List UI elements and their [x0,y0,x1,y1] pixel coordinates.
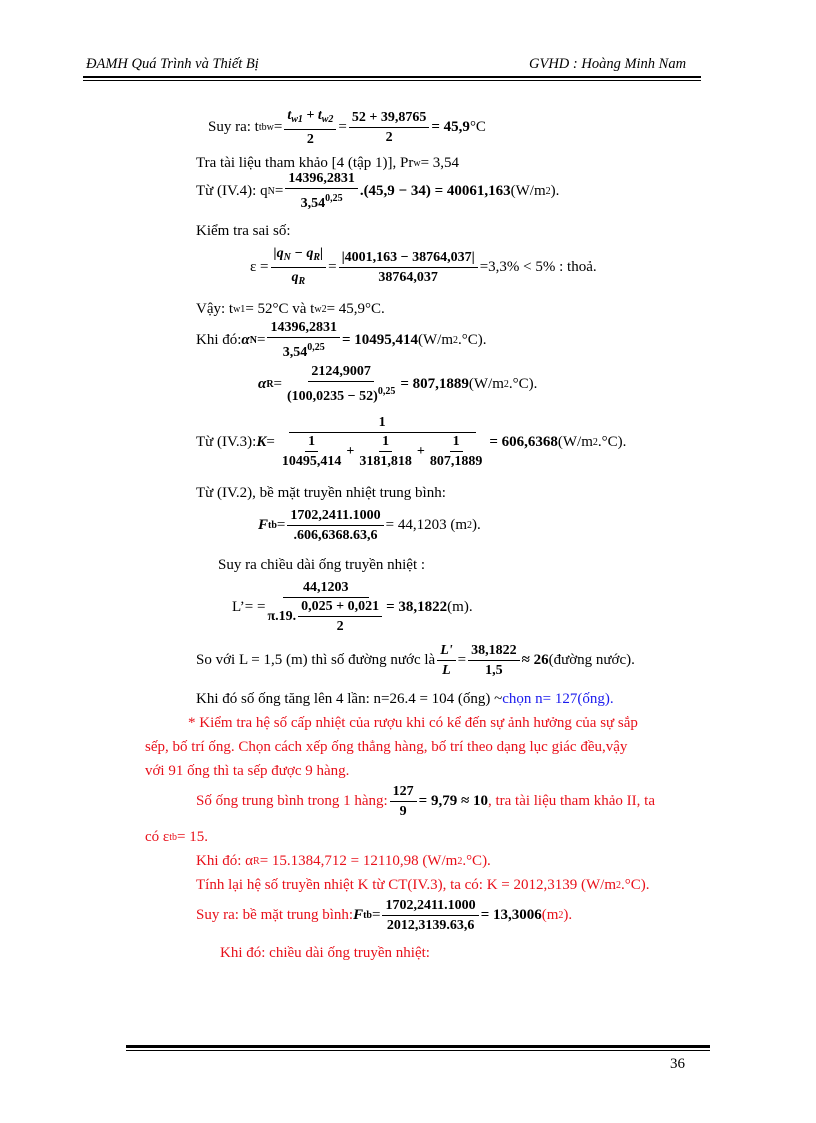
text: 2012,3139.63,6 [386,917,475,933]
text: + [416,443,425,459]
text: R [253,855,260,867]
fraction [349,109,429,146]
text: 1702,2411.1000 [382,897,478,916]
text: = [273,375,283,392]
text: 14396,2831 [267,319,340,338]
text: w [413,157,421,169]
text-length-recalc [220,938,430,968]
text: Khi đó số ống tăng lên 4 lần: n=26.4 = 104 (ống) ~ [196,690,503,707]
text: K [256,433,267,450]
eq-alpha-n [196,318,487,362]
eq-twall-average: Suy ra: t tbw = $\frac{t_{w1} + t_{w2}}{2}$ = $\frac{52 + 39,8765}{2}$ = 45,9 °C [208,107,486,147]
text: 2 [616,879,621,891]
text: (100,0235 − 52) [287,389,378,404]
text: 127 [390,783,417,802]
text: Suy ra: t [208,118,259,135]
text: .606,6368.63,6 [293,527,378,543]
text: Tra tài liệu tham khảo [4 (tập 1)], Pr [196,154,414,171]
text: chọn n= 127(ống). [502,690,614,707]
fraction [277,414,487,470]
header-rule-thin [83,80,701,81]
text: =3,3% < 5% : thoả. [479,258,597,275]
text: 2 [385,129,393,145]
text: L' [437,642,455,661]
text: 44,1203 [283,579,369,598]
text: Khi đó: α [196,852,254,869]
fraction [468,642,520,679]
fraction [284,363,398,405]
text: sếp, bố trí ống. Chọn cách xếp ống thẳng hàng, bố trí theo dạng lục giác đều,vậy [145,738,628,755]
text: 1 [305,433,318,452]
eq-qn [196,168,559,214]
text: 1702,2411.1000 [287,507,383,526]
text: ). [472,516,481,533]
text: Khi đó: chiều dài ống truyền nhiệt: [220,944,430,961]
text: 2 [558,909,564,921]
text: Từ (IV.3): [196,433,257,450]
eq-length [232,574,473,640]
text: * Kiểm tra hệ số cấp nhiệt của rượu khi có kể đến sự ảnh hưởng của sự sắp [188,714,638,731]
text: 2 [306,131,314,147]
header-left: ĐAMH Quá Trình và Thiết Bị [86,56,259,72]
text: (W/m [468,375,504,392]
eq-error: ε = $\frac{|q_N - q_R|}{q_R}$ = $\frac{|4001,163 - 38764,037|}{38764,037}$ =3,3% < 5% : thoả. [250,242,597,292]
text: 2 [592,436,598,448]
text: (đường nước). [548,651,635,668]
text: = [276,516,286,533]
text: Kiểm tra sai số: [196,222,291,239]
text: ε = [250,258,269,275]
text: R [313,251,320,263]
text: ). [550,182,560,199]
text: 1,5 [485,662,503,678]
text: 10495,414 [281,454,342,469]
text: 2 [467,519,472,531]
text: F [353,906,364,923]
text: = [274,182,284,199]
text: = [371,906,381,923]
text: Từ (IV.4): q [196,182,268,199]
text: = 807,1889 [400,375,469,392]
text: = [256,331,266,348]
text: |4001,163 − 38764,037| [339,249,478,268]
text: R [266,378,274,390]
fraction [339,249,478,286]
text: 2124,9007 [308,363,374,382]
text: với 91 ống thì ta sếp được 9 hàng. [145,762,350,779]
text: 3181,818 [359,454,412,469]
text: w2 [321,113,334,125]
text: 2 [457,855,463,867]
text: 52 + 39,8765 [349,109,429,128]
text: 807,1889 [429,454,483,469]
text: tb [169,831,177,843]
text: R [298,275,306,287]
fraction [267,319,340,361]
text: = 3,54 [420,154,460,171]
text: |q [273,245,284,261]
fraction [284,107,336,148]
text: N [283,251,291,263]
text: 1 [289,414,476,433]
text: N [267,185,275,197]
text: = 45,9 [431,118,470,135]
text: tb [363,909,372,921]
text: So với L = 1,5 (m) thì số đường nước là [196,651,436,668]
text: Khi đó: [196,331,242,348]
text: 3,54 [282,345,308,360]
text: .°C). [458,331,487,348]
fraction [437,642,455,679]
footer-rule [126,1045,710,1048]
text: 3,54 [300,196,326,211]
text: .°C). [508,375,538,392]
fraction [279,433,345,470]
text: tb [268,519,277,531]
text: .°C). [462,852,491,869]
fraction [427,433,486,470]
eq-ftb-recalc [196,892,572,938]
text: 0,25 [325,193,343,204]
text: Suy ra chiều dài ống truyền nhiệt : [218,556,426,573]
text: 2 [545,185,551,197]
text: = 606,6368 [489,433,558,450]
text: = 45,9°C. [326,300,385,317]
text: q [291,269,299,285]
fraction [271,245,327,290]
text: 1 [379,433,392,452]
text: ≈ 26 [521,651,549,668]
fraction [287,507,383,544]
text: L [442,662,451,678]
fraction [356,433,415,470]
text: F [258,516,269,533]
text: (m). [447,598,473,615]
text: + t [302,107,322,123]
eq-tubes-per-row [196,778,655,824]
text: ). [563,906,573,923]
text: 2 [336,619,344,634]
text: 2 [453,334,458,346]
text: w2 [314,303,327,315]
text: L’= = [232,598,266,615]
text: Vậy: t [196,300,234,317]
text: 2 [503,378,509,390]
text: w1 [291,113,303,125]
text: .°C). [597,433,627,450]
text: = 10495,414 [341,331,418,348]
eq-alpha-r [258,362,537,406]
text: 14396,2831 [285,170,358,189]
text: = [273,118,283,135]
header-right: GVHD : Hoàng Minh Nam [529,56,687,72]
text: N [249,334,257,346]
text: 0,025 + 0,021 [298,598,382,617]
text: °C [469,118,486,135]
text: (m [541,906,559,923]
text: = [266,433,275,450]
text: .(45,9 − 34) = 40061,163 [359,182,511,199]
page-number: 36 [670,1056,685,1072]
text: = 38,1822 [386,598,448,615]
fraction [298,598,382,635]
text: = 44,1203 (m [385,516,467,533]
text: có ε [145,828,170,845]
header-rule [83,76,701,78]
text: α [258,375,267,392]
text: Số ống trung bình trong 1 hàng: [196,792,388,809]
text: 38,1822 [468,642,520,661]
text: = 15. [177,828,208,845]
text: .°C). [621,876,650,893]
text: π.19. [267,608,297,624]
text: 38764,037 [378,269,438,285]
text: 0,25 [307,342,325,353]
text: (W/m [510,182,546,199]
text: = 52°C và t [245,300,315,317]
fraction [390,783,417,820]
eq-k [196,408,626,476]
text: + [346,443,355,459]
fraction [267,579,384,635]
eq-water-paths: So với L = 1,5 (m) thì số đường nước là $\frac{L'}{L}$ = $\frac{38,1822}{1,5}$ ≈ 26 (đường nước). [196,642,635,678]
text: tbw [258,121,274,133]
fraction [382,897,478,934]
text: (W/m [557,433,593,450]
text: (W/m [418,331,453,348]
eq-ftb [258,502,481,548]
text: Tính lại hệ số truyền nhiệt K từ CT(IV.3), ta có: K = 2012,3139 (W/m [196,876,616,893]
fraction [285,170,358,212]
text: | [320,245,324,261]
text: , tra tài liệu tham khảo II, ta [487,792,655,809]
text: t [287,107,292,123]
text: Từ (IV.2), bề mặt truyền nhiệt trung bình: [196,484,446,501]
footer-rule-thin [126,1050,710,1051]
text: 0,25 [377,386,396,397]
text: Suy ra: bề mặt trung bình: [196,906,354,923]
text: w1 [233,303,246,315]
text: = 13,3006 [480,906,542,923]
text: − q [290,245,314,261]
text: = 9,79 ≈ 10 [418,792,488,809]
text: α [241,331,250,348]
text: 9 [399,803,407,819]
text: 1 [450,433,463,452]
text: = 15.1384,712 = 12110,98 (W/m [259,852,458,869]
